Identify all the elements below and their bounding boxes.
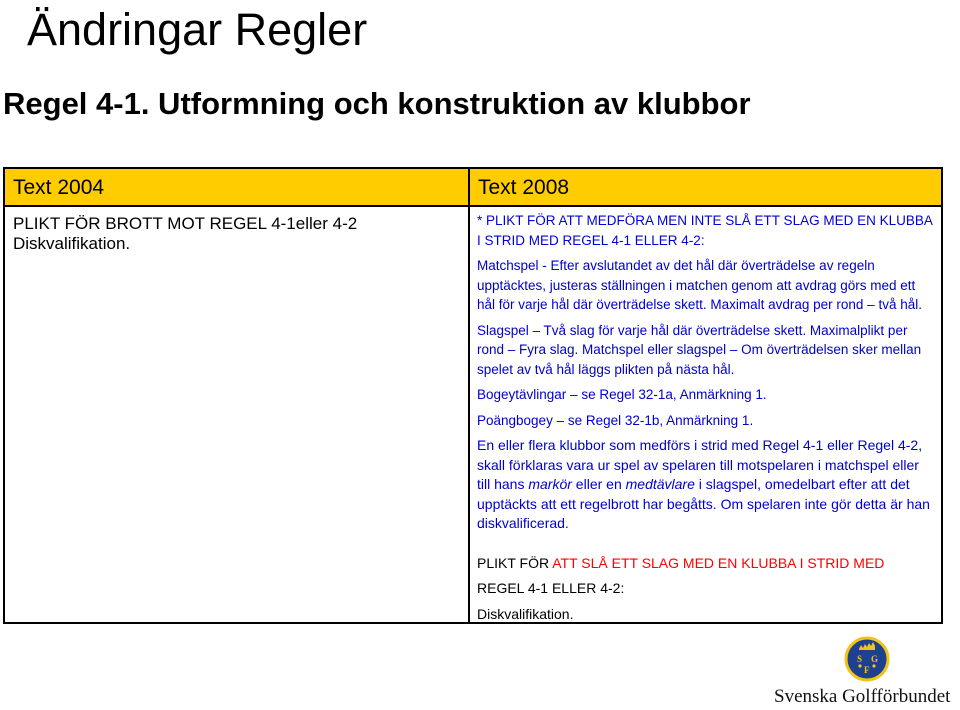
federation-emblem-icon: [844, 636, 890, 682]
dq-paragraph-line-1: [477, 554, 935, 574]
text-2004-cell: [13, 214, 463, 254]
slide-subtitle: Regel 4-1. Utformning och konstruktion av klubbor: [3, 86, 751, 121]
text-2008-cell: [477, 211, 935, 630]
comparison-table: [3, 167, 943, 624]
penalty-heading-caps: * PLIKT FÖR ATT MEDFÖRA MEN INTE SLÅ ETT SLAG MED EN KLUBBA I STRID MED REGEL 4-1 ELLER 4-2:: [477, 213, 933, 248]
header-text-2008: Text 2008: [478, 176, 570, 199]
out-of-play-text-c: i slagspel, omedelbart efter att det upptäckts att ett regelbrott har begåtts. Om spelaren inte gör detta är han diskvalificerad.: [477, 476, 930, 531]
dq-red-text: ATT SLÅ ETT SLAG MED EN KLUBBA I STRID MED: [552, 554, 885, 571]
dq-black-text: PLIKT FÖR: [477, 554, 553, 571]
text-2004-line-1: PLIKT FÖR BROTT MOT REGEL 4-1eller 4-2: [13, 214, 358, 233]
bogey-paragraph: Bogeytävlingar – se Regel 32-1a, Anmärkning 1.: [477, 387, 767, 402]
out-of-play-text-b: eller en: [571, 476, 626, 492]
table-header-row: [5, 169, 941, 207]
text-2004-line-2: Diskvalifikation.: [13, 234, 131, 253]
header-text-2004: Text 2004: [13, 176, 105, 199]
emblem-letter-s: S: [857, 654, 863, 664]
medtavlare-term: medtävlare: [625, 476, 695, 492]
dq-paragraph-line-3: Diskvalifikation.: [477, 605, 574, 622]
slide-title: Ändringar Regler: [27, 4, 368, 55]
emblem-letter-g: G: [871, 654, 879, 664]
matchplay-paragraph: Matchspel - Efter avslutandet av det hål där överträdelse av regeln upptäcktes, justeras ställningen i matchen genom att avdrag görs med ett hål för varje hål där överträdelse skett. Maximalt avdrag per rond – två hål.: [477, 258, 922, 312]
markor-term: markör: [528, 476, 572, 492]
strokeplay-paragraph: Slagspel – Två slag för varje hål där överträdelse skett. Maximalplikt per rond – Fyra slag. Matchspel eller slagspel – Om överträdelsen sker mellan spelet av två hål läggs plikten på nästa hål.: [477, 322, 922, 377]
column-divider: [468, 169, 470, 622]
out-of-play-paragraph: [477, 436, 935, 534]
stableford-paragraph: Poängbogey – se Regel 32-1b, Anmärkning 1.: [477, 412, 754, 428]
svenska-golfforbundet-logo: [774, 632, 960, 710]
out-of-play-text-a: En eller flera klubbor som medförs i strid med Regel 4-1 eller Regel 4-2, skall förklaras vara ur spel av spelaren till motspelaren i matchspel eller till hans: [477, 437, 923, 492]
logo-wordmark: Svenska Golfförbundet: [774, 686, 951, 707]
emblem-letter-f: F: [864, 665, 870, 675]
dq-paragraph-line-2: REGEL 4-1 ELLER 4-2:: [477, 580, 625, 596]
